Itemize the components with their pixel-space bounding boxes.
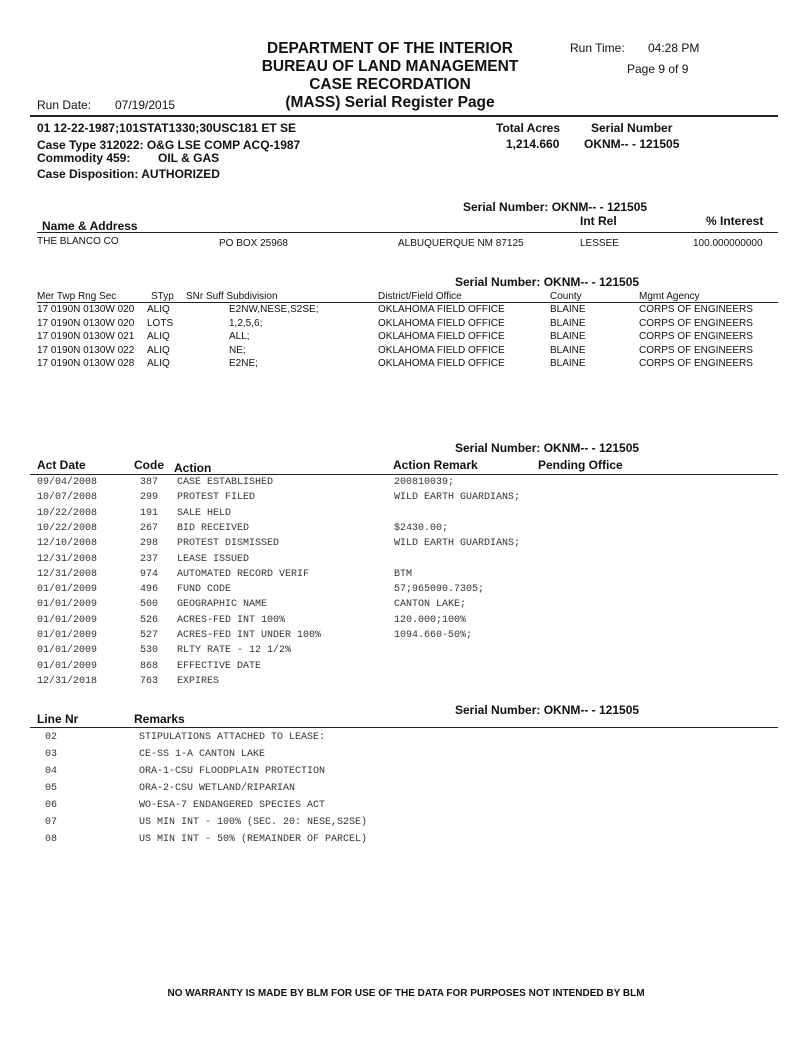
actions-serial-banner: Serial Number: OKNM-- - 121505	[455, 441, 640, 455]
run-time-label: Run Time:	[570, 41, 625, 55]
action-date: 01/01/2009	[37, 584, 98, 596]
remark-text: US MIN INT - 100% (SEC. 20: NESE,S2SE)	[139, 817, 368, 828]
land-rule	[37, 302, 778, 303]
action-code: 267	[140, 522, 159, 534]
actions-header-remark: Action Remark	[393, 458, 478, 472]
remark-text: STIPULATIONS ATTACHED TO LEASE:	[139, 732, 326, 743]
owner-address: PO BOX 25968	[219, 238, 288, 249]
page-info: Page 9 of 9	[627, 62, 689, 76]
action-code: 530	[140, 645, 159, 657]
action-date: 01/01/2009	[37, 614, 98, 626]
action-remark: 1094.660-50%;	[394, 630, 473, 641]
actions-header-date: Act Date	[37, 458, 86, 472]
remark-text: ORA-1-CSU FLOODPLAIN PROTECTION	[139, 766, 326, 777]
remarks-rule	[30, 727, 778, 728]
remark-line-nr: 03	[45, 749, 58, 760]
land-county: BLAINE	[550, 304, 586, 315]
owners-rule	[37, 232, 778, 233]
action-remark: BTM	[394, 568, 413, 580]
land-subdivision: 1,2,5,6;	[229, 317, 263, 329]
land-mtrs: 17 0190N 0130W 022	[37, 344, 135, 356]
land-county: BLAINE	[550, 317, 586, 329]
action-remark: WILD EARTH GUARDIANS;	[394, 492, 521, 504]
action-code: 500	[140, 599, 159, 611]
case-authority: 01 12-22-1987;101STAT1330;30USC181 ET SE	[37, 121, 297, 135]
land-county: BLAINE	[550, 358, 586, 369]
action-code: 527	[140, 630, 159, 641]
action-date: 12/10/2008	[37, 538, 98, 550]
land-subdivision: E2NE;	[229, 358, 258, 369]
action-code: 299	[140, 492, 159, 504]
remark-line-nr: 04	[45, 766, 58, 777]
land-subdivision: E2NW,NESE,S2SE;	[229, 304, 319, 315]
remark-line-nr: 07	[45, 817, 58, 828]
remark-line-nr: 05	[45, 783, 58, 794]
action-code: 526	[140, 614, 159, 626]
run-time-value: 04:28 PM	[648, 41, 700, 55]
land-county: BLAINE	[550, 331, 586, 342]
header-rule	[30, 115, 778, 117]
remark-text: US MIN INT - 50% (REMAINDER OF PARCEL)	[139, 834, 368, 845]
remarks-header-line: Line Nr	[37, 712, 79, 726]
land-header-office: District/Field Office	[378, 291, 462, 302]
land-styp: ALIQ	[147, 358, 170, 369]
land-office: OKLAHOMA FIELD OFFICE	[378, 317, 505, 329]
action-remark: 200810039;	[394, 477, 455, 488]
land-header-agency: Mgmt Agency	[639, 291, 700, 302]
land-mtrs: 17 0190N 0130W 028	[37, 358, 135, 369]
action-date: 10/22/2008	[37, 507, 98, 519]
owners-header-interest: % Interest	[706, 214, 764, 228]
action-remark: CANTON LAKE;	[394, 599, 467, 611]
action-name: RLTY RATE - 12 1/2%	[177, 645, 292, 657]
commodity-label: Commodity 459:	[37, 151, 131, 165]
actions-header-action: Action	[174, 461, 212, 475]
action-name: EXPIRES	[177, 675, 220, 687]
land-styp: ALIQ	[147, 304, 170, 315]
case-disposition: Case Disposition: AUTHORIZED	[37, 167, 220, 181]
land-subdivision: ALL;	[229, 331, 250, 342]
action-name: BID RECEIVED	[177, 522, 250, 534]
land-header-styp: STyp	[151, 291, 174, 302]
remark-line-nr: 02	[45, 732, 58, 743]
action-name: PROTEST DISMISSED	[177, 538, 280, 550]
action-name: GEOGRAPHIC NAME	[177, 599, 268, 611]
land-county: BLAINE	[550, 344, 586, 356]
land-header-county: County	[550, 291, 582, 302]
land-office: OKLAHOMA FIELD OFFICE	[378, 344, 505, 356]
actions-header-code: Code	[134, 458, 164, 472]
title-department: DEPARTMENT OF THE INTERIOR	[267, 40, 513, 57]
land-header-mtrs: Mer Twp Rng Sec	[37, 291, 117, 302]
action-date: 12/31/2018	[37, 675, 98, 687]
land-office: OKLAHOMA FIELD OFFICE	[378, 331, 505, 342]
owner-int-rel: LESSEE	[580, 238, 619, 249]
land-mtrs: 17 0190N 0130W 020	[37, 304, 135, 315]
action-date: 01/01/2009	[37, 660, 98, 672]
land-mtrs: 17 0190N 0130W 021	[37, 331, 135, 342]
action-date: 10/07/2008	[37, 492, 98, 504]
action-code: 496	[140, 584, 159, 596]
land-agency: CORPS OF ENGINEERS	[639, 358, 753, 369]
action-name: ACRES-FED INT 100%	[177, 614, 286, 626]
land-agency: CORPS OF ENGINEERS	[639, 344, 753, 356]
owners-header-int-rel: Int Rel	[580, 214, 617, 228]
action-name: FUND CODE	[177, 584, 232, 596]
case-type: Case Type 312022: O&G LSE COMP ACQ-1987	[37, 138, 301, 152]
land-agency: CORPS OF ENGINEERS	[639, 331, 753, 342]
run-date-label: Run Date:	[37, 98, 92, 112]
action-date: 01/01/2009	[37, 645, 98, 657]
action-code: 298	[140, 538, 159, 550]
land-mtrs: 17 0190N 0130W 020	[37, 317, 135, 329]
action-date: 10/22/2008	[37, 522, 98, 534]
land-office: OKLAHOMA FIELD OFFICE	[378, 304, 505, 315]
owner-name: THE BLANCO CO	[37, 236, 119, 247]
action-name: AUTOMATED RECORD VERIF	[177, 568, 310, 580]
owners-header-name: Name & Address	[42, 219, 138, 233]
action-date: 09/04/2008	[37, 477, 98, 488]
remark-line-nr: 06	[45, 800, 58, 811]
actions-header-pending: Pending Office	[538, 458, 623, 472]
remark-text: CE-SS 1-A CANTON LAKE	[139, 749, 266, 760]
remark-text: ORA-2-CSU WETLAND/RIPARIAN	[139, 783, 296, 794]
land-subdivision: NE;	[229, 344, 246, 356]
land-styp: LOTS	[147, 317, 174, 329]
action-name: LEASE ISSUED	[177, 553, 250, 565]
actions-rule	[30, 474, 778, 475]
action-date: 01/01/2009	[37, 630, 98, 641]
action-date: 12/31/2008	[37, 568, 98, 580]
action-remark: 120.000;100%	[394, 614, 467, 626]
remark-line-nr: 08	[45, 834, 58, 845]
action-name: PROTEST FILED	[177, 492, 256, 504]
land-header-subdivision: SNr Suff Subdivision	[186, 291, 278, 302]
action-code: 237	[140, 553, 159, 565]
action-code: 387	[140, 477, 159, 488]
land-styp: ALIQ	[147, 331, 170, 342]
title-serial-register: (MASS) Serial Register Page	[285, 94, 495, 111]
total-acres-value: 1,214.660	[506, 137, 560, 151]
action-remark: WILD EARTH GUARDIANS;	[394, 538, 521, 550]
land-agency: CORPS OF ENGINEERS	[639, 317, 753, 329]
action-date: 01/01/2009	[37, 599, 98, 611]
action-name: CASE ESTABLISHED	[177, 477, 274, 488]
footer-disclaimer: NO WARRANTY IS MADE BY BLM FOR USE OF THE DATA FOR PURPOSES NOT INTENDED BY BLM	[167, 988, 645, 999]
owner-city: ALBUQUERQUE NM 87125	[398, 238, 524, 249]
land-office: OKLAHOMA FIELD OFFICE	[378, 358, 505, 369]
action-name: EFFECTIVE DATE	[177, 660, 262, 672]
title-case-recordation: CASE RECORDATION	[309, 76, 471, 93]
total-acres-label: Total Acres	[496, 121, 561, 135]
action-code: 191	[140, 507, 159, 519]
owner-interest: 100.000000000	[693, 238, 763, 249]
action-remark: 57;965090.7305;	[394, 584, 485, 596]
action-code: 868	[140, 660, 159, 672]
owners-serial-banner: Serial Number: OKNM-- - 121505	[463, 200, 648, 214]
action-name: ACRES-FED INT UNDER 100%	[177, 630, 322, 641]
remark-text: WO-ESA-7 ENDANGERED SPECIES ACT	[139, 800, 326, 811]
land-styp: ALIQ	[147, 344, 170, 356]
action-date: 12/31/2008	[37, 553, 98, 565]
action-remark: $2430.00;	[394, 522, 449, 534]
serial-number-value: OKNM-- - 121505	[584, 137, 680, 151]
remarks-header-remarks: Remarks	[134, 712, 185, 726]
action-code: 763	[140, 675, 159, 687]
run-date-value: 07/19/2015	[115, 98, 176, 112]
action-name: SALE HELD	[177, 507, 232, 519]
remarks-serial-banner: Serial Number: OKNM-- - 121505	[455, 703, 640, 717]
serial-number-label: Serial Number	[591, 121, 673, 135]
land-serial-banner: Serial Number: OKNM-- - 121505	[455, 275, 640, 289]
commodity-value: OIL & GAS	[158, 151, 220, 165]
action-code: 974	[140, 568, 159, 580]
land-agency: CORPS OF ENGINEERS	[639, 304, 753, 315]
title-bureau: BUREAU OF LAND MANAGEMENT	[261, 58, 519, 75]
